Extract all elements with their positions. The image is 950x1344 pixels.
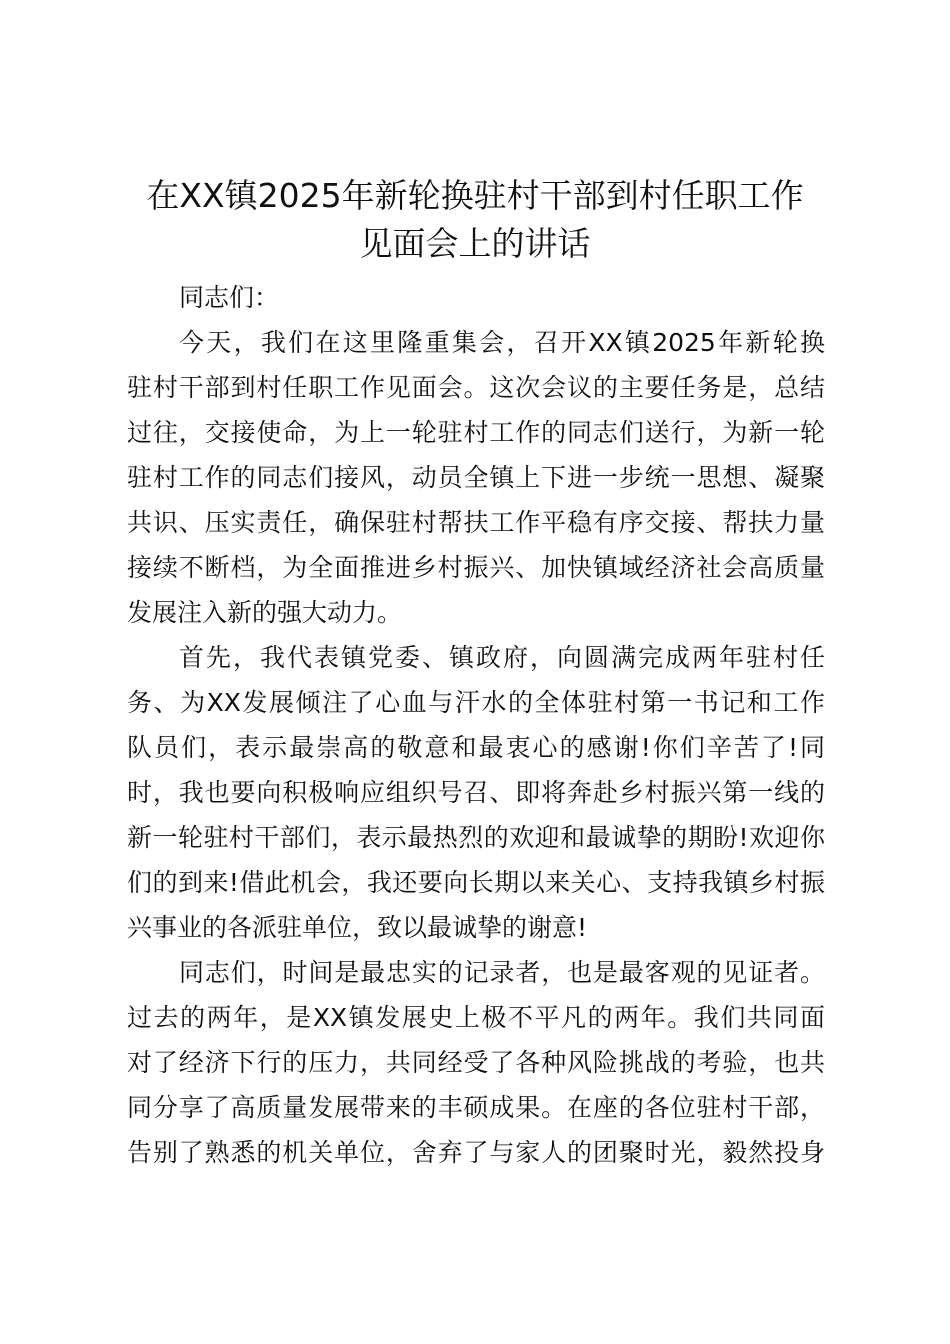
text-line: 发展注入新的强大动力。 (127, 598, 403, 627)
text-line: 们的到来!借此机会，我还要向长期以来关心、支持我镇乡村振 (127, 868, 825, 897)
text-line: 共识、压实责任，确保驻村帮扶工作平稳有序交接、帮扶力量 (127, 508, 825, 537)
text-line: 同志们： (179, 283, 280, 312)
document-body (127, 275, 825, 1175)
text-line: 新一轮驻村干部们，表示最热烈的欢迎和最诚挚的期盼!欢迎你 (127, 823, 825, 852)
text-line: 接续不断档，为全面推进乡村振兴、加快镇域经济社会高质量 (127, 553, 825, 582)
text-line: 同志们，时间是最忠实的记录者，也是最客观的见证者。 (179, 958, 825, 987)
title-line-1: 在XX镇2025年新轮换驻村干部到村任职工作 (146, 176, 804, 215)
text-line: 过去的两年，是XX镇发展史上极不平凡的两年。我们共同面 (127, 1003, 825, 1032)
text-line: 驻村工作的同志们接风，动员全镇上下进一步统一思想、凝聚 (127, 463, 825, 492)
paragraph (127, 320, 825, 635)
text-line: 首先，我代表镇党委、镇政府，向圆满完成两年驻村任 (179, 643, 825, 672)
text-line: 队员们，表示最崇高的敬意和最衷心的感谢!你们辛苦了!同 (127, 733, 825, 762)
text-line: 今天，我们在这里隆重集会，召开XX镇2025年新轮换 (179, 328, 825, 357)
paragraph (127, 635, 825, 950)
text-line: 务、为XX发展倾注了心血与汗水的全体驻村第一书记和工作 (127, 688, 825, 717)
text-line: 对了经济下行的压力，共同经受了各种风险挑战的考验，也共 (127, 1048, 825, 1077)
text-line: 同分享了高质量发展带来的丰硕成果。在座的各位驻村干部， (127, 1093, 825, 1122)
text-line: 驻村干部到村任职工作见面会。这次会议的主要任务是，总结 (127, 373, 825, 402)
text-line: 告别了熟悉的机关单位，舍弃了与家人的团聚时光，毅然投身 (127, 1138, 825, 1167)
document-title (110, 172, 840, 268)
text-line: 兴事业的各派驻单位，致以最诚挚的谢意! (127, 913, 588, 942)
title-line-2: 见面会上的讲话 (359, 224, 591, 263)
paragraph (127, 275, 825, 320)
text-line: 过往，交接使命，为上一轮驻村工作的同志们送行，为新一轮 (127, 418, 825, 447)
paragraph (127, 950, 825, 1175)
text-line: 时，我也要向积极响应组织号召、即将奔赴乡村振兴第一线的 (127, 778, 825, 807)
